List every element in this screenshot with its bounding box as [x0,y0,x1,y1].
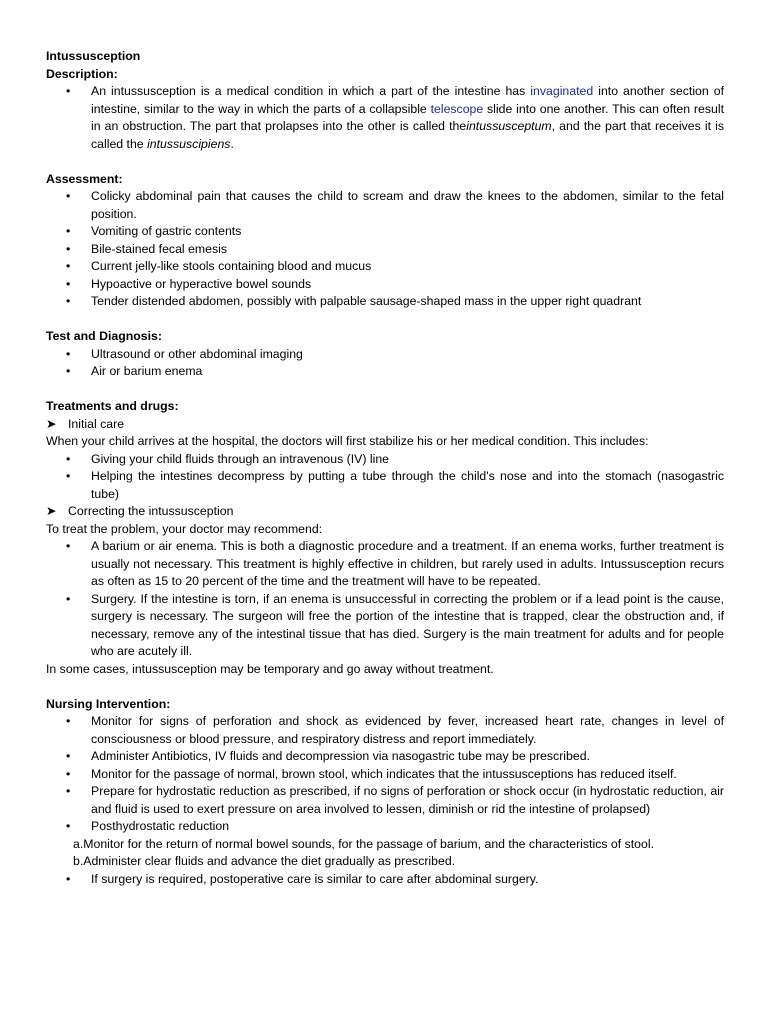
initial-care-list [46,451,724,504]
list-item: • Surgery. If the intestine is torn, if an enema is unsuccessful in correcting the problem or if a lead point is the cause, surgery is necessary. The surgeon will free the portion of the intestine that is trapped, clear the obstruction and, if necessary, remove any of the intestinal tissue that has died. Surgery is the main treatment for adults and for people who are acutely ill. [66,591,724,658]
correcting-item: ➤ Correcting the intussusception [46,503,724,521]
list-item: • Hypoactive or hyperactive bowel sounds [46,276,724,294]
tests-heading: Test and Diagnosis: [46,329,162,343]
nursing-list [46,713,724,836]
correcting-intro: To treat the problem, your doctor may recommend: [46,521,323,536]
intussuscipiens-term: intussuscipiens [147,136,231,151]
bullet-icon: • [66,766,71,781]
document-body [46,48,724,888]
bullet-icon: • [66,241,71,256]
sub-list-item: a.Monitor for the return of normal bowel sounds, for the passage of barium, and the characteristics of stool. [73,836,654,851]
nursing-list-continued [46,871,724,889]
arrow-bullet-icon: ➤ [46,504,57,518]
initial-care-intro: When your child arrives at the hospital, the doctors will first stabilize his or her medical condition. This includes: [46,434,649,448]
arrow-bullet-icon: ➤ [46,416,57,431]
description-heading: Description: [46,66,118,81]
document-title: Intussusception [46,49,141,63]
posthydrostatic-sublist [46,836,724,871]
list-item: • Bile-stained fecal emesis [46,241,724,259]
bullet-icon: • [66,346,71,361]
correcting-list [46,538,724,661]
list-item: • Helping the intestines decompress by putting a tube through the child's nose and into the stomach (nasogastric tube) [66,469,724,501]
bullet-icon: • [66,451,71,466]
bullet-icon: • [66,276,71,291]
bullet-icon: • [66,294,71,308]
tests-list [46,346,724,381]
bullet-icon: • [66,224,71,238]
list-item: • Colicky abdominal pain that causes the child to scream and draw the knees to the abdomen, similar to the fetal position. [66,189,724,221]
description-bullet: • An intussusception is a medical condition in which a part of the intestine has invaginated into another section of intestine, similar to the way in which the parts of a collapsible telescope slide into one another. This can often result in an obstruction. The part that prolapses into the other is called theintussusceptum, and the part that receives it is called the intussuscipiens. [66,84,724,151]
bullet-icon: • [66,871,71,886]
bullet-icon: • [66,364,71,378]
description-list [46,83,724,153]
bullet-icon: • [66,819,71,833]
bullet-icon: • [66,784,71,798]
list-item: • Tender distended abdomen, possibly with palpable sausage-shaped mass in the upper right quadrant [46,293,724,311]
assessment-list [46,188,724,311]
bullet-icon: • [66,189,71,203]
bullet-icon: • [66,539,71,553]
list-item: • If surgery is required, postoperative care is similar to care after abdominal surgery. [46,871,724,889]
list-item: • Current jelly-like stools containing blood and mucus [46,258,724,276]
list-item: • Posthydrostatic reduction [46,818,724,836]
sub-list-item: b.Administer clear fluids and advance the diet gradually as prescribed. [73,854,456,868]
telescope-link[interactable]: telescope [430,101,484,116]
list-item: • Administer Antibiotics, IV fluids and decompression via nasogastric tube may be prescribed. [46,748,724,766]
list-item: • A barium or air enema. This is both a diagnostic procedure and a treatment. If an enema works, further treatment is usually not necessary. This treatment is highly effective in children, but rarely used in adults. Intussusception recurs as often as 15 to 20 percent of the time and the treatment will have to be repeated. [66,539,724,588]
list-item: • Monitor for signs of perforation and shock as evidenced by fever, increased heart rate, changes in level of consciousness or blood pressure, and respiratory distress and report immediately. [66,714,724,746]
invaginated-link[interactable]: invaginated [530,84,594,98]
bullet-icon: • [66,591,71,606]
initial-care-item: ➤ Initial care [46,416,724,434]
bullet-icon: • [66,749,71,763]
list-item: • Ultrasound or other abdominal imaging [46,346,724,364]
treatments-closing: In some cases, intussusception may be temporary and go away without treatment. [46,661,494,676]
list-item: • Giving your child fluids through an intravenous (IV) line [46,451,724,469]
list-item: • Prepare for hydrostatic reduction as prescribed, if no signs of perforation or shock occur (in hydrostatic reduction, air and fluid is used to exert pressure on area involved to lessen, diminish or rid the intestine of prolapsed) [66,784,724,816]
bullet-icon: • [66,469,71,483]
treatments-heading: Treatments and drugs: [46,399,179,413]
bullet-icon: • [66,714,71,728]
assessment-heading: Assessment: [46,171,123,186]
list-item: • Air or barium enema [46,363,724,381]
bullet-icon: • [66,259,71,273]
bullet-icon: • [66,84,71,98]
intussusceptum-term: intussusceptum [466,119,552,133]
list-item: • Vomiting of gastric contents [46,223,724,241]
list-item: • Monitor for the passage of normal, brown stool, which indicates that the intussusceptions has reduced itself. [46,766,724,784]
nursing-heading: Nursing Intervention: [46,696,171,711]
